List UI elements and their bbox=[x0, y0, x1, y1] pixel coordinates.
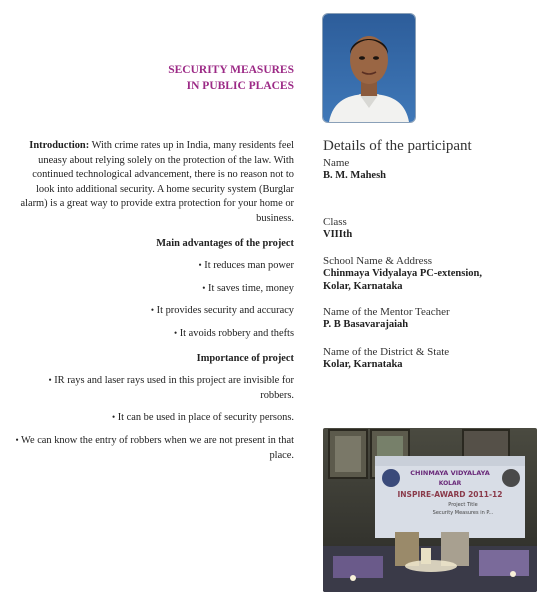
participant-name: B. M. Mahesh bbox=[323, 170, 386, 181]
advantages-heading: Main advantages of the project bbox=[156, 237, 294, 249]
banner-line-2: KOLAR bbox=[438, 480, 462, 487]
bullet-icon: • bbox=[15, 434, 19, 445]
advantage-item: • It avoids robbery and thefts bbox=[173, 327, 294, 339]
advantage-item: • It saves time, money bbox=[202, 282, 294, 294]
importance-item: • We can know the entry of robbers when we are not present in that place. bbox=[15, 434, 294, 461]
bullet-icon: • bbox=[198, 260, 202, 271]
banner-line-1: CHINMAYA VIDYALAYA bbox=[410, 469, 490, 477]
school-line-1: Chinmaya Vidyalaya PC-extension, bbox=[323, 268, 482, 279]
bullet-icon: • bbox=[111, 412, 116, 423]
banner-line-5: Security Measures in P... bbox=[432, 510, 494, 516]
importance-item: • IR rays and laser rays used in this project are invisible for robbers. bbox=[48, 375, 294, 401]
portrait-image bbox=[323, 14, 415, 122]
introduction-label: Introduction: bbox=[29, 140, 90, 151]
mentor-name: P. B Basavarajaiah bbox=[323, 319, 409, 330]
participant-details bbox=[323, 137, 543, 371]
school-label: School Name & Address bbox=[323, 255, 433, 267]
school-line-2: Kolar, Karnataka bbox=[323, 280, 403, 292]
introduction-paragraph bbox=[14, 139, 294, 227]
banner-line-3: INSPIRE-AWARD 2011-12 bbox=[397, 490, 503, 499]
project-description bbox=[14, 139, 294, 463]
district-name: Kolar, Karnataka bbox=[323, 358, 403, 370]
bullet-icon: • bbox=[173, 327, 178, 338]
project-exhibit-photo bbox=[323, 428, 537, 592]
advantage-item: • It provides security and accuracy bbox=[150, 305, 294, 317]
introduction-text: With crime rates up in India, many residents feel uneasy about relying solely on the protection of the law. With continued technological advancement, there is no reason not to look into additional security. A home security system (Burglar alarm) is a great way to provide extra protection for your home or business. bbox=[20, 140, 294, 224]
advantage-item: • It reduces man power bbox=[198, 260, 294, 272]
project-title bbox=[34, 62, 294, 94]
exhibit-image bbox=[323, 428, 537, 592]
title-line-2: IN PUBLIC PLACES bbox=[186, 80, 294, 92]
name-label: Name bbox=[323, 157, 350, 169]
mentor-label: Name of the Mentor Teacher bbox=[323, 306, 450, 318]
participant-class: VIIIth bbox=[323, 228, 353, 240]
banner-line-4: Project Title bbox=[448, 502, 478, 508]
district-label: Name of the District & State bbox=[323, 345, 450, 358]
participant-photo bbox=[322, 13, 416, 123]
bullet-icon: • bbox=[202, 282, 206, 293]
importance-heading: Importance of project bbox=[196, 352, 294, 364]
bullet-icon: • bbox=[48, 375, 52, 386]
bullet-icon: • bbox=[150, 305, 155, 316]
details-heading: Details of the participant bbox=[323, 138, 472, 154]
title-line-1: SECURITY MEASURES bbox=[168, 64, 294, 76]
importance-item: • It can be used in place of security persons. bbox=[111, 412, 294, 424]
class-label: Class bbox=[323, 215, 347, 228]
